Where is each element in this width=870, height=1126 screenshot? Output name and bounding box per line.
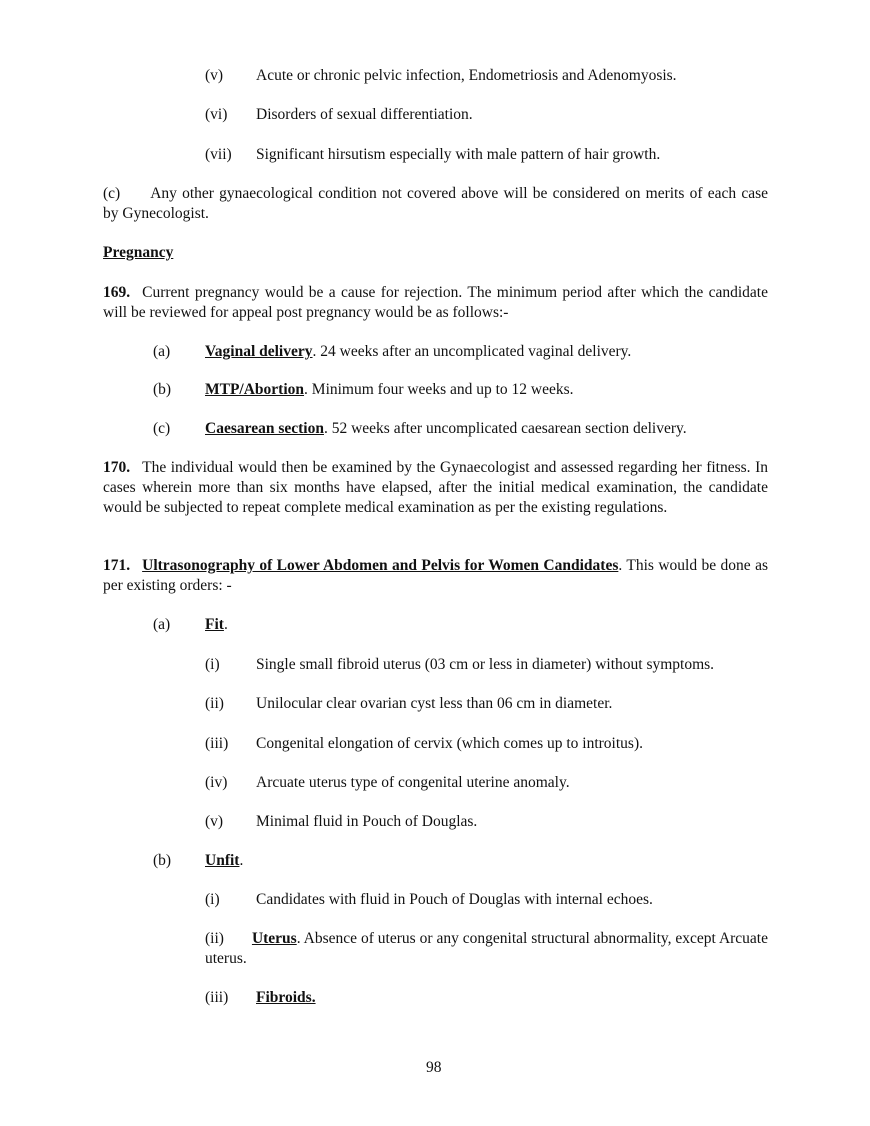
list-item-title: Uterus [251,930,297,947]
fit-heading [205,615,228,635]
list-item-text: Congenital elongation of cervix (which comes up to introitus). [256,735,643,752]
para-text: . This would be done as per existing orders: - [103,557,768,594]
list-item [205,419,687,439]
list-item-text: . 24 weeks after an uncomplicated vaginal delivery. [312,343,632,360]
list-item [205,342,631,362]
para-number: 169. [103,284,131,301]
list-item-text: Significant hirsutism especially with male pattern of hair growth. [256,146,661,163]
list-item-text: Minimal fluid in Pouch of Douglas. [256,813,478,830]
list-item-num: (vii) [205,146,232,163]
list-item-num: (i) [205,656,220,673]
list-item-num: (a) [153,616,171,633]
list-item-title: Vaginal delivery [205,343,313,360]
paragraph-171 [103,556,768,596]
list-item-num: (vi) [205,106,228,123]
list-item-num: (v) [205,67,224,84]
list-item-text: Arcuate uterus type of congenital uterine anomaly. [256,774,570,791]
para-title: Ultrasonography of Lower Abdomen and Pelvis for Women Candidates [142,557,619,574]
list-item-title: Fibroids. [256,989,316,1006]
para-text: The individual would then be examined by the Gynaecologist and assessed regarding her fitness. In cases wherein more than six months have elapsed, after the initial medical examination, the candidate would be subjected to repeat complete medical examination as per the existing regulations. [103,459,768,516]
list-item-text: Unilocular clear ovarian cyst less than 06 cm in diameter. [256,695,613,712]
list-item-text: Acute or chronic pelvic infection, Endometriosis and Adenomyosis. [256,67,677,84]
list-item-num: (v) [205,813,224,830]
item-c-num: (c) [103,185,121,202]
list-item-num: (i) [205,891,220,908]
list-item-num: (iii) [205,989,229,1006]
fit-title: Fit [205,616,224,633]
unfit-suffix: . [239,852,244,869]
para-number: 170. [103,459,131,476]
list-item-uterus [205,929,768,969]
para-number: 171. [103,557,131,574]
list-item-num: (a) [153,343,171,360]
unfit-title: Unfit [205,852,240,869]
fit-suffix: . [223,616,228,633]
list-item-num: (c) [153,420,171,437]
list-item-title: MTP/Abortion [205,381,305,398]
list-item-title: Caesarean section [205,420,324,437]
list-item-num: (iv) [205,774,228,791]
section-heading-pregnancy: Pregnancy [103,244,174,261]
list-item-text: Disorders of sexual differentiation. [256,106,473,123]
paragraph-169 [103,283,768,323]
list-item-num: (iii) [205,735,229,752]
list-item-num: (b) [153,852,172,869]
paragraph-170 [103,458,768,518]
list-item-num: (ii) [205,695,224,712]
list-item-num: (ii) [205,930,224,947]
page-number: 98 [426,1059,442,1076]
paragraph-item-c [103,184,768,224]
list-item-text: . Absence of uterus or any congenital structural abnormality, except Arcuate uterus. [205,930,768,967]
list-item-text: . 52 weeks after uncomplicated caesarean section delivery. [323,420,687,437]
list-item-num: (b) [153,381,172,398]
item-c-text: Any other gynaecological condition not covered above will be considered on merits of each case by Gynecologist. [103,185,768,222]
list-item-text: Candidates with fluid in Pouch of Douglas with internal echoes. [256,891,653,908]
list-item [205,380,574,400]
list-item-text: . Minimum four weeks and up to 12 weeks. [304,381,574,398]
para-text: Current pregnancy would be a cause for rejection. The minimum period after which the candidate will be reviewed for appeal post pregnancy would be as follows:- [103,284,768,321]
unfit-heading [205,851,243,871]
list-item-text: Single small fibroid uterus (03 cm or less in diameter) without symptoms. [256,656,715,673]
